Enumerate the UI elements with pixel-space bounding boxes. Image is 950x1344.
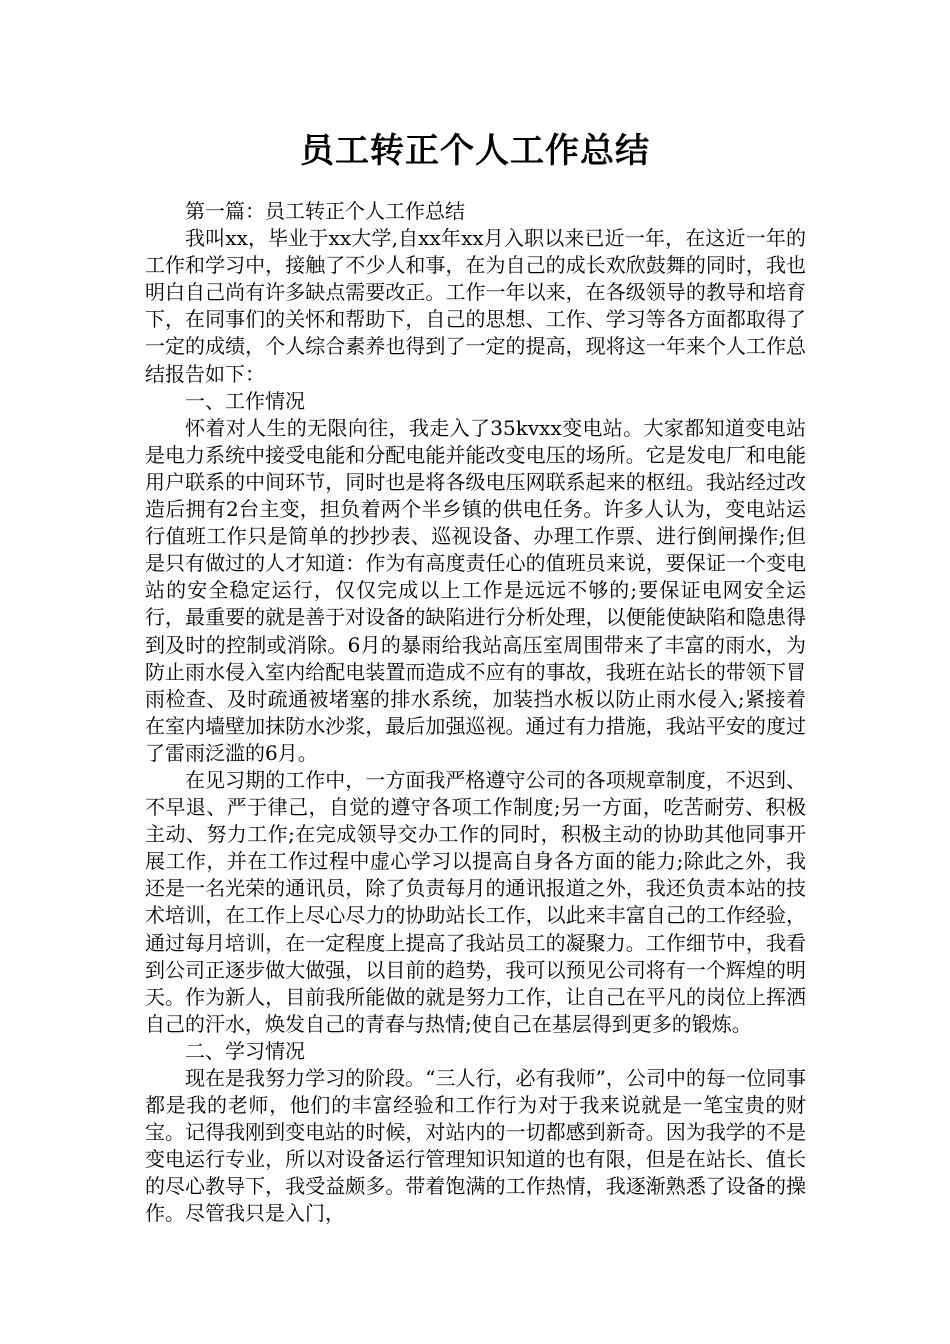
- section-heading: 二、学习情况: [185, 1038, 305, 1063]
- body-paragraph: 我叫xx，毕业于xx大学,自xx年xx月入职以来已近一年，在这近一年的工作和学习中，接触了不少人和事，在为自己的成长欢欣鼓舞的同时，我也明白自己尚有许多缺点需要改正。工作一年以来，在各级领导的教导和培育下，在同事们的关怀和帮助下，自己的思想、工作、学习等各方面都取得了一定的成绩，个人综合素养也得到了一定的提高，现将这一年来个人工作总结报告如下：: [145, 226, 806, 386]
- document-title: 员工转正个人工作总结: [300, 131, 650, 171]
- document-body: [145, 198, 806, 1228]
- body-paragraph: 怀着对人生的无限向往，我走入了35kvxx变电站。大家都知道变电站是电力系统中接受电能和分配电能并能改变电压的场所。它是发电厂和电能用户联系的中间环节，同时也是将各级电压网联系起来的枢纽。我站经过改造后拥有2台主变，担负着两个半乡镇的供电任务。许多人认为，变电站运行值班工作只是简单的抄抄表、巡视设备、办理工作票、进行倒闸操作;但是只有做过的人才知道：作为有高度责任心的值班员来说，要保证一个变电站的安全稳定运行，仅仅完成以上工作是远远不够的;要保证电网安全运行，最重要的就是善于对设备的缺陷进行分析处理，以便能使缺陷和隐患得到及时的控制或消除。6月的暴雨给我站高压室周围带来了丰富的雨水，为防止雨水侵入室内给配电装置而造成不应有的事故，我班在站长的带领下冒雨检查、及时疏通被堵塞的排水系统，加装挡水板以防止雨水侵入;紧接着在室内墙壁加抹防水沙浆，最后加强巡视。通过有力措施，我站平安的度过了雷雨泛滥的6月。: [145, 415, 806, 765]
- section-heading: 第一篇：员工转正个人工作总结: [185, 199, 465, 223]
- body-paragraph: 在见习期的工作中，一方面我严格遵守公司的各项规章制度，不迟到、不早退、严于律己，自觉的遵守各项工作制度;另一方面，吃苦耐劳、积极主动、努力工作;在完成领导交办工作的同时，积极主动的协助其他同事开展工作，并在工作过程中虚心学习以提高自身各方面的能力;除此之外，我还是一名光荣的通讯员，除了负责每月的通讯报道之外，我还负责本站的技术培训，在工作上尽心尽力的协助站长工作，以此来丰富自己的工作经验，通过每月培训，在一定程度上提高了我站员工的凝聚力。工作细节中，我看到公司正逐步做大做强，以目前的趋势，我可以预见公司将有一个辉煌的明天。作为新人，目前我所能做的就是努力工作，让自己在平凡的岗位上挥洒自己的汗水，焕发自己的青春与热情;使自己在基层得到更多的锻炼。: [145, 767, 806, 1036]
- section-heading: 一、工作情况: [185, 388, 305, 413]
- body-paragraph: 现在是我努力学习的阶段。“三人行，必有我师”，公司中的每一位同事都是我的老师，他们的丰富经验和工作行为对于我来说就是一笔宝贵的财宝。记得我刚到变电站的时候，对站内的一切都感到新奇。因为我学的不是变电运行专业，所以对设备运行管理知识知道的也有限，但是在站长、值长的尽心教导下，我受益颇多。带着饱满的工作热情，我逐渐熟悉了设备的操作。尽管我只是入门，: [145, 1066, 806, 1226]
